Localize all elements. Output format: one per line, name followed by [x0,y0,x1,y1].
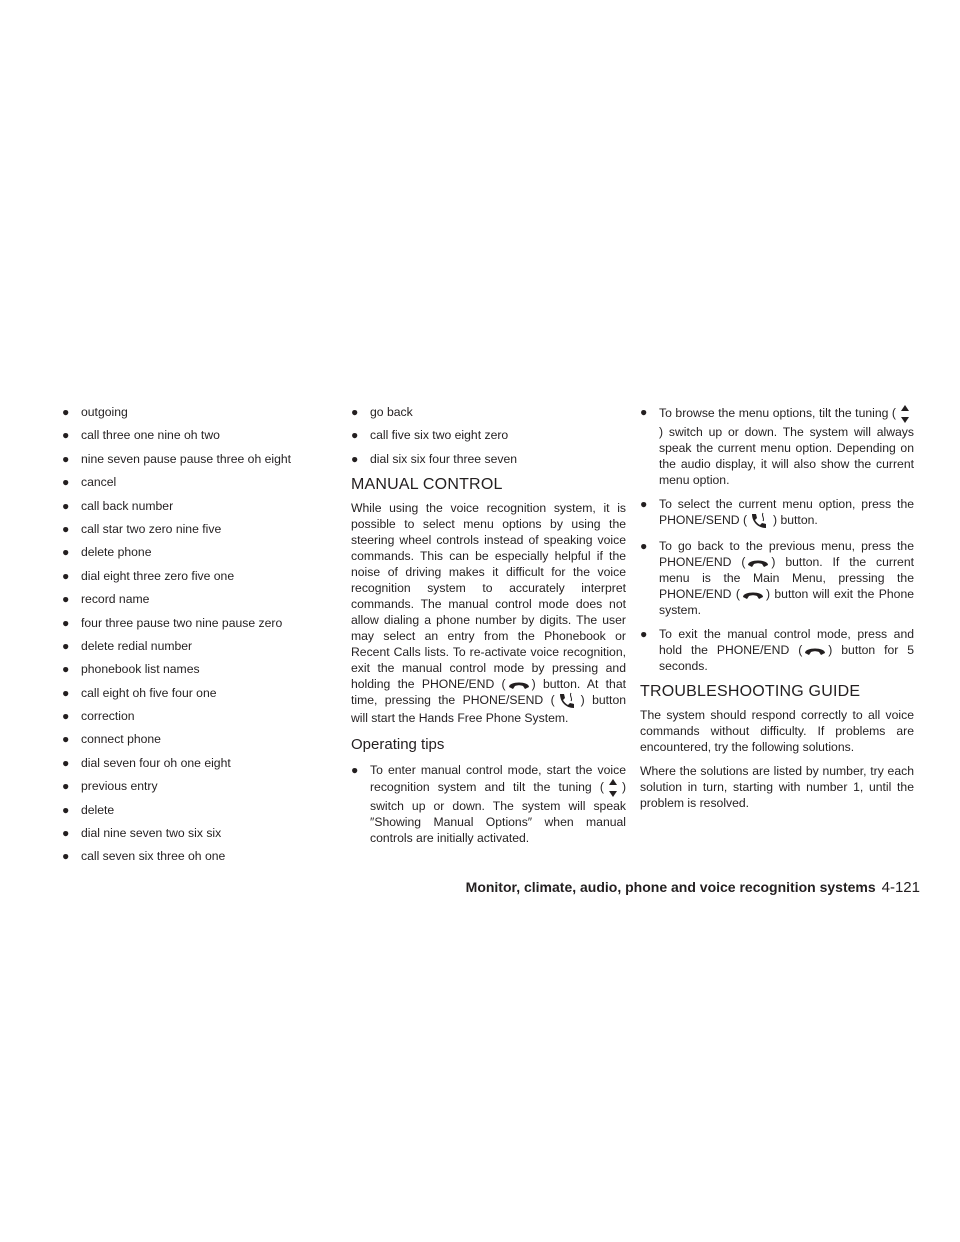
list-item: ● To browse the menu options, tilt the tuning ( ) switch up or down. The system will always speak the current menu option. Depending on the audio display, it will also show the current menu option. [640,405,914,487]
list-item: ● delete [62,802,115,817]
bullet: ● [62,451,70,466]
list-item: ● To go back to the previous menu, press the PHONE/END ( ) button. If the current menu is the Main Menu, pressing the PHONE/END ( ) button will exit the Phone system. [640,539,915,617]
list-item: ● dial eight three zero five one [62,568,235,583]
tips-and-troubleshooting-column [640,404,914,819]
phone-send-icon [557,692,579,710]
bullet: ● [62,498,70,513]
bullet: ● [62,428,70,443]
troubleshooting-paragraph-2: Where the solutions are listed by number, try each solution in turn, starting with number 1, until the problem is resolved. [640,764,914,810]
bullet: ● [351,405,359,419]
section-title: Monitor, climate, audio, phone and voice recognition systems [465,879,876,895]
list-item: ● call seven six three oh one [62,849,226,864]
list-item: ● previous entry [62,779,158,794]
phone-end-icon [742,589,764,601]
list-item: ● record name [62,592,150,607]
list-item: ● To select the current menu option, press the PHONE/SEND ( ) button. [640,496,914,530]
page-footer [420,878,920,897]
list-item: ● phonebook list names [62,662,200,677]
bullet: ● [640,627,648,641]
bullet: ● [351,762,359,777]
tuning-switch-icon [606,778,620,798]
bullet: ● [62,545,70,560]
troubleshooting-heading: TROUBLESHOOTING GUIDE [640,683,861,700]
list-item: ● call five six two eight zero [351,428,509,443]
list-item: ● cancel [62,475,117,490]
list-item: ● call three one nine oh two [62,428,220,443]
bullet: ● [62,405,70,419]
bullet: ● [640,539,648,553]
bullet: ● [62,662,70,677]
list-item: ● To enter manual control mode, start the voice recognition system and tilt the tuning ( ) switch up or down. The system will speak ″Showing Manual Options″ when manual controls are initially activated. [351,762,626,845]
phone-end-icon [804,645,826,657]
troubleshooting-paragraph-1: The system should respond correctly to all voice commands without difficulty. If problems are encountered, try the following solutions. [640,708,914,754]
bullet: ● [62,732,70,747]
manual-control-heading: MANUAL CONTROL [351,475,503,493]
operating-tips-list-continued [640,404,914,674]
list-item: ● call eight oh five four one [62,685,217,700]
list-item: ● four three pause two nine pause zero [62,615,283,630]
bullet: ● [62,638,70,653]
list-item: ● dial nine seven two six six [62,826,222,841]
list-item: ● correction [62,709,135,724]
phone-end-icon [747,557,769,569]
bullet: ● [62,779,70,794]
voice-command-list-continued [351,404,626,467]
manual-control-paragraph: While using the voice recognition system, it is possible to select menu options by using the steering wheel controls instead of speaking voice commands. This can be especially helpful if the noise of driving makes it difficult for the voice recognition system to accurately interpret commands. The manual control mode does not allow dialing a phone number by digits. The user may select an entry from the Phonebook or Recent Calls lists. To re-activate voice recognition, exit the manual control mode by pressing and holding the PHONE/END ( ) button. At that time, pressing the PHONE/SEND ( ) button will start the Hands Free Phone System. [351,500,626,725]
bullet: ● [640,405,648,419]
bullet: ● [351,428,359,443]
voice-command-list [62,404,317,864]
list-item: ● outgoing [62,405,128,419]
bullet: ● [62,475,70,490]
phone-send-icon [749,512,771,530]
list-item: ● nine seven pause pause three oh eight [62,451,292,466]
bullet: ● [62,709,70,724]
bullet: ● [62,615,70,630]
bullet: ● [62,755,70,770]
list-item: ● To exit the manual control mode, press and hold the PHONE/END ( ) button for 5 seconds. [640,627,914,673]
bullet: ● [62,849,70,864]
bullet: ● [62,802,70,817]
manual-control-column [351,404,626,854]
operating-tips-heading: Operating tips [351,735,445,753]
list-item: ● call back number [62,498,174,513]
tuning-switch-icon [898,404,912,424]
bullet: ● [351,451,359,466]
operating-tips-list [351,762,626,846]
bullet: ● [640,497,648,511]
bullet: ● [62,568,70,583]
list-item: ● dial six six four three seven [351,451,517,466]
bullet: ● [62,521,70,536]
list-item: ● connect phone [62,732,161,747]
phone-end-icon [508,679,530,691]
page-number: 4-121 [881,879,920,896]
list-item: ● dial seven four oh one eight [62,755,231,770]
bullet: ● [62,592,70,607]
list-item: ● call star two zero nine five [62,521,222,536]
bullet: ● [62,685,70,700]
bullet: ● [62,826,70,841]
list-item: ● delete phone [62,545,152,560]
list-item: ● go back [351,405,413,419]
voice-command-examples-column [62,404,317,872]
list-item: ● delete redial number [62,638,193,653]
